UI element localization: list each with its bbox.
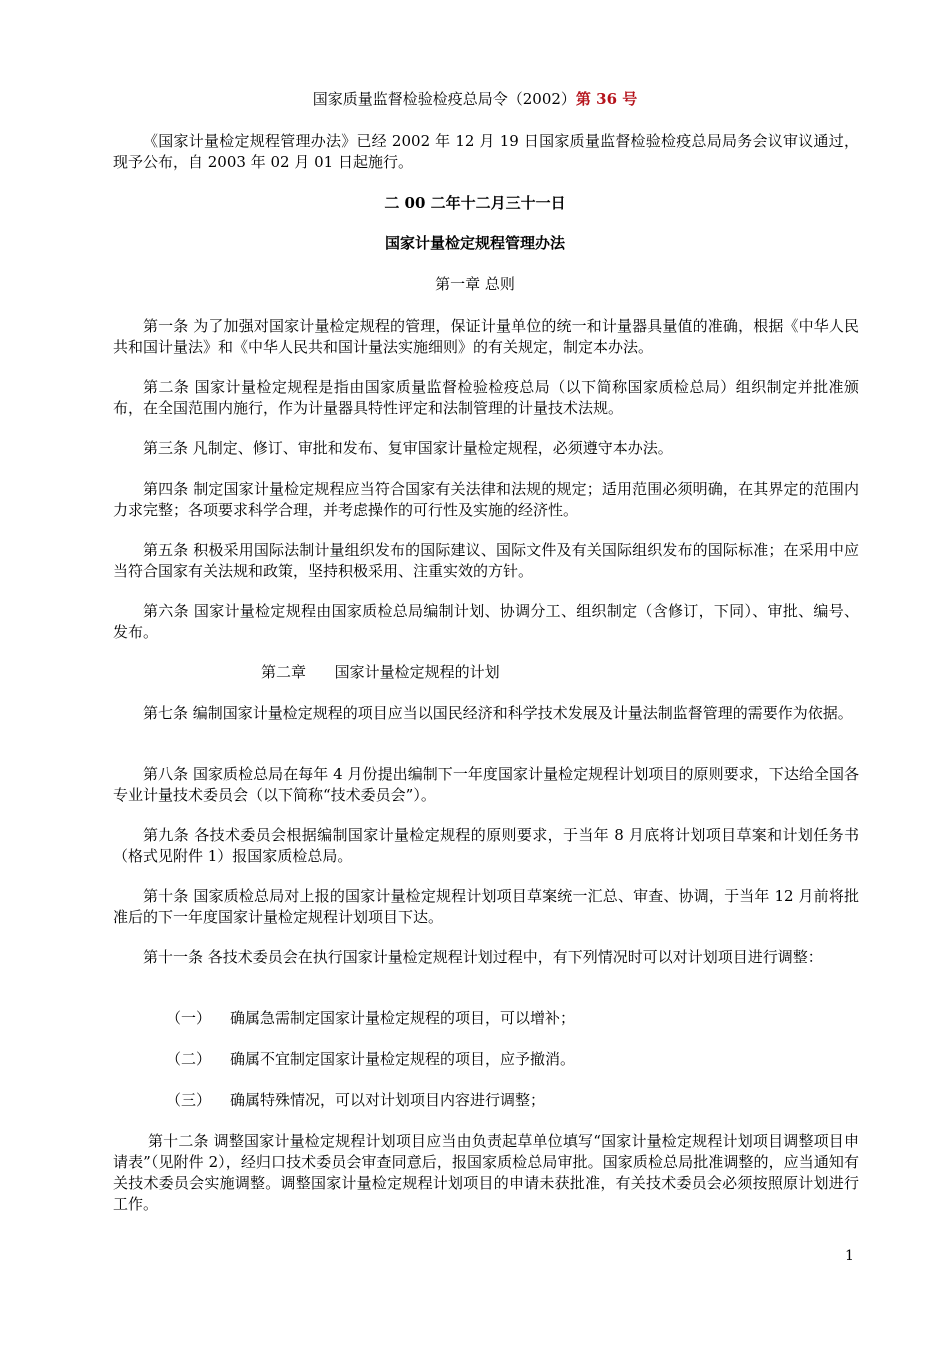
chapter-2-heading: 第二章 国家计量检定规程的计划: [261, 663, 500, 681]
page-number: 1: [845, 1248, 854, 1264]
list-item-number: （二）: [166, 1050, 212, 1068]
issue-date: 二 00 二年十二月三十一日: [384, 194, 566, 212]
list-item: [166, 1008, 575, 1029]
chapter-1-heading: 第一章 总则: [435, 275, 515, 293]
article-6: 第六条 国家计量检定规程由国家质检总局编制计划、协调分工、组织制定（含修订，下同）、审批、编号、发布。: [113, 602, 859, 641]
article-8: 第八条 国家质检总局在每年 4 月份提出编制下一年度国家计量检定规程计划项目的原则要求，下达给全国各专业计量技术委员会（以下简称“技术委员会”）。: [113, 765, 859, 804]
article-2: 第二条 国家计量检定规程是指由国家质量监督检验检疫总局（以下简称国家质检总局）组织制定并批准颁布，在全国范围内施行，作为计量器具特性评定和法制管理的计量技术法规。: [113, 378, 859, 417]
list-item-text: 确属不宜制定国家计量检定规程的项目，应予撤消。: [230, 1050, 576, 1068]
order-number: 第 36 号: [575, 90, 638, 108]
list-item-text: 确属特殊情况，可以对计划项目内容进行调整；: [230, 1091, 546, 1109]
intro-paragraph: 《国家计量检定规程管理办法》已经 2002 年 12 月 19 日国家质量监督检验检疫总局局务会议审议通过，现予公布，自 2003 年 02 月 01 日起施行。: [113, 132, 859, 171]
list-item-number: （三）: [166, 1091, 212, 1109]
article-7: 第七条 编制国家计量检定规程的项目应当以国民经济和科学技术发展及计量法制监督管理的需要作为依据。: [143, 704, 853, 722]
article-12: 第十二条 调整国家计量检定规程计划项目应当由负责起草单位填写“国家计量检定规程计划项目调整项目申请表”（见附件 2），经归口技术委员会审查同意后，报国家质检总局审批。国家质检总局批准调整的，应当通知有关技术委员会实施调整。调整国家计量检定规程计划项目的申请未获批准，有关技术委员会必须按照原计划进行工作。: [113, 1132, 859, 1213]
article-9: 第九条 各技术委员会根据编制国家计量检定规程的原则要求，于当年 8 月底将计划项目草案和计划任务书（格式见附件 1）报国家质检总局。: [113, 826, 859, 865]
article-5: 第五条 积极采用国际法制计量组织发布的国际建议、国际文件及有关国际组织发布的国际标准；在采用中应当符合国家有关法规和政策，坚持积极采用、注重实效的方针。: [113, 541, 859, 580]
article-1: 第一条 为了加强对国家计量检定规程的管理，保证计量单位的统一和计量器具量值的准确，根据《中华人民共和国计量法》和《中华人民共和国计量法实施细则》的有关规定，制定本办法。: [113, 317, 859, 356]
article-4: 第四条 制定国家计量检定规程应当符合国家有关法律和法规的规定；适用范围必须明确，在其界定的范围内力求完整；各项要求科学合理，并考虑操作的可行性及实施的经济性。: [113, 480, 859, 519]
article-10: 第十条 国家质检总局对上报的国家计量检定规程计划项目草案统一汇总、审查、协调，于当年 12 月前将批准后的下一年度国家计量检定规程计划项目下达。: [113, 887, 859, 926]
list-item: [166, 1090, 545, 1111]
article-3: 第三条 凡制定、修订、审批和发布、复审国家计量检定规程，必须遵守本办法。: [143, 439, 673, 457]
list-item-number: （一）: [166, 1009, 212, 1027]
article-11: 第十一条 各技术委员会在执行国家计量检定规程计划过程中，有下列情况时可以对计划项目进行调整：: [143, 948, 823, 966]
document-title: 国家计量检定规程管理办法: [384, 234, 565, 252]
list-item-text: 确属急需制定国家计量检定规程的项目，可以增补；: [230, 1009, 576, 1027]
list-item: [166, 1049, 575, 1070]
order-prefix: 国家质量监督检验检疫总局令（2002）: [312, 90, 576, 108]
order-heading: [0, 89, 950, 110]
